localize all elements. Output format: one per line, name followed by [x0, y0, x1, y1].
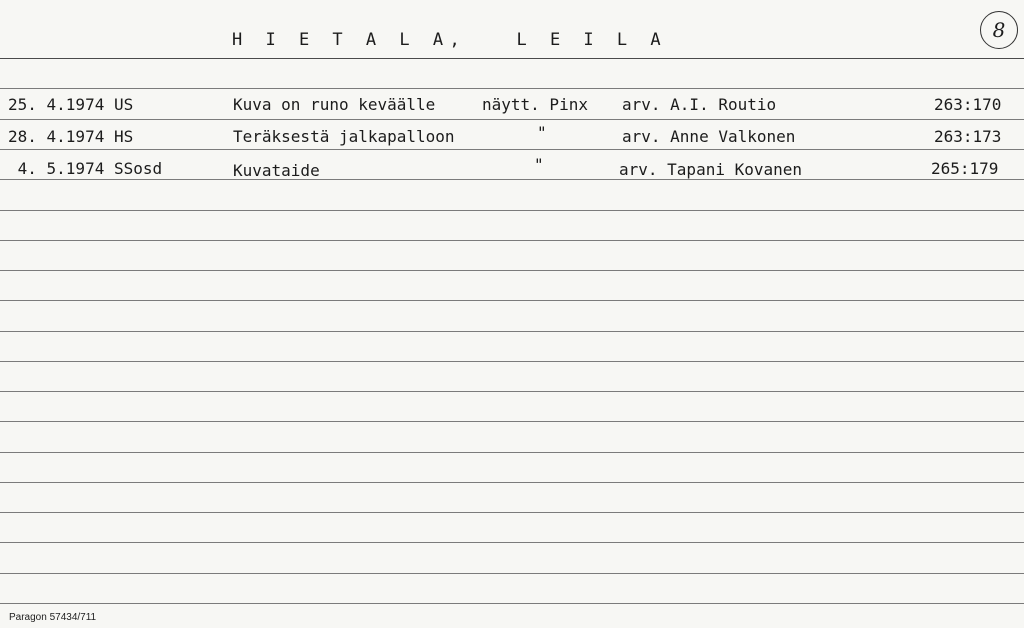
card-number-circle: 8: [980, 11, 1018, 49]
ruled-line: [0, 88, 1024, 89]
ruled-line: [0, 300, 1024, 301]
entry-type: ": [537, 123, 547, 142]
entry-title: Kuva on runo keväälle: [233, 95, 436, 114]
printer-footer: Paragon 57434/711: [9, 612, 97, 623]
ruled-line: [0, 119, 1024, 120]
ruled-line: [0, 361, 1024, 362]
entry-reviewer: arv. Anne Valkonen: [622, 127, 796, 146]
ruled-line: [0, 331, 1024, 332]
ruled-line: [0, 512, 1024, 513]
ruled-line: [0, 391, 1024, 392]
entry-reviewer: arv. A.I. Routio: [622, 95, 777, 114]
entry-type: näytt. Pinx: [482, 95, 588, 114]
ruled-line: [0, 179, 1024, 180]
entry-ref: 265:179: [931, 159, 999, 178]
entry-title: Kuvataide: [233, 161, 320, 180]
entry-date-source: 28. 4.1974 HS: [8, 127, 134, 146]
entry-type: ": [534, 155, 544, 174]
ruled-line: [0, 452, 1024, 453]
ruled-line: [0, 270, 1024, 271]
entry-reviewer: arv. Tapani Kovanen: [619, 160, 803, 179]
entry-title: Teräksestä jalkapalloon: [233, 127, 455, 146]
ruled-line: [0, 210, 1024, 211]
entry-ref: 263:170: [934, 95, 1002, 114]
ruled-line: [0, 542, 1024, 543]
ruled-line: [0, 421, 1024, 422]
header-rule: [0, 58, 1024, 59]
card-heading-name: H I E T A L A, L E I L A: [232, 30, 668, 50]
ruled-line: [0, 573, 1024, 574]
entry-date-source: 25. 4.1974 US: [8, 95, 134, 114]
ruled-line: [0, 603, 1024, 604]
ruled-line: [0, 240, 1024, 241]
entry-date-source: 4. 5.1974 SSosd: [8, 159, 163, 178]
ruled-line: [0, 482, 1024, 483]
entry-ref: 263:173: [934, 127, 1002, 146]
ruled-line: [0, 149, 1024, 150]
